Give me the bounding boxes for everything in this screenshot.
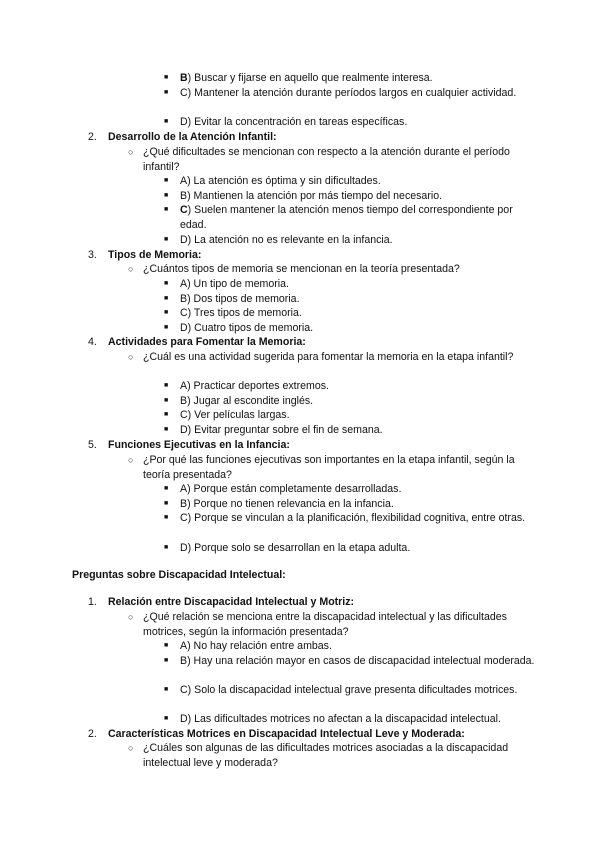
square-bullet-icon: ■ [164,544,169,551]
option-item [164,233,535,248]
option-item [164,321,535,336]
question-number: 2. [88,131,97,143]
option-item [164,482,535,497]
square-bullet-icon: ■ [164,280,169,287]
option-letter: C [180,204,188,216]
question-number: 1. [88,596,97,608]
option-item [164,174,535,189]
question-heading [88,438,528,453]
option-text: A) Un tipo de memoria. [180,278,289,290]
circle-bullet-icon: ○ [128,743,134,753]
option-item [164,71,535,86]
option-item [164,292,535,307]
option-item [164,408,535,423]
square-bullet-icon: ■ [164,686,169,693]
option-item [164,541,535,556]
option-text: C) Porque se vinculan a la planificación, flexibilidad cognitiva, entre otras. [180,512,526,524]
option-text: D) Las dificultades motrices no afectan a la discapacidad intelectual. [180,713,501,725]
square-bullet-icon: ■ [164,485,169,492]
question-body: ¿Qué dificultades se mencionan con respecto a la atención durante el período infantil? [143,146,510,173]
square-bullet-icon: ■ [164,411,169,418]
option-text: ) Buscar y fijarse en aquello que realmente interesa. [187,72,433,84]
circle-bullet-icon: ○ [128,147,134,157]
option-text: A) No hay relación entre ambas. [180,640,332,652]
question-body: ¿Qué relación se menciona entre la discapacidad intelectual y las dificultades motrices, según la información presentada? [143,611,507,638]
option-item [164,712,535,727]
question-body: ¿Cuántos tipos de memoria se mencionan en la teoría presentada? [143,263,460,275]
question-body: ¿Cuáles son algunas de las dificultades motrices asociadas a la discapacidad intelectual leve y moderada? [143,742,509,769]
square-bullet-icon: ■ [164,514,169,521]
option-text: ) Suelen mantener la atención menos tiempo del correspondiente por edad. [180,204,513,231]
question-text [128,610,528,639]
option-text: C) Tres tipos de memoria. [180,307,302,319]
question-text [128,453,528,482]
question-body: ¿Cuál es una actividad sugerida para fomentar la memoria en la etapa infantil? [143,351,514,363]
option-text: C) Mantener la atención durante períodos largos en cualquier actividad. [180,87,517,99]
circle-bullet-icon: ○ [128,352,134,362]
square-bullet-icon: ■ [164,657,169,664]
question-text [128,741,528,770]
question-title: Características Motrices en Discapacidad Intelectual Leve y Moderada: [108,728,465,740]
question-text [128,145,528,174]
square-bullet-icon: ■ [164,397,169,404]
question-title: Relación entre Discapacidad Intelectual y Motriz: [108,596,355,608]
option-text: B) Mantienen la atención por más tiempo del necesario. [180,190,443,202]
question-number: 4. [88,336,97,348]
option-text: A) Porque están completamente desarrolladas. [180,483,402,495]
option-text: A) La atención es óptima y sin dificultades. [180,175,381,187]
option-text: C) Solo la discapacidad intelectual grave presenta dificultades motrices. [180,684,518,696]
option-text: B) Jugar al escondite inglés. [180,395,314,407]
section-heading: Preguntas sobre Discapacidad Intelectual: [72,569,286,581]
square-bullet-icon: ■ [164,426,169,433]
option-item [164,639,535,654]
square-bullet-icon: ■ [164,324,169,331]
square-bullet-icon: ■ [164,206,169,213]
square-bullet-icon: ■ [164,177,169,184]
option-item [164,497,535,512]
option-item [164,654,535,669]
square-bullet-icon: ■ [164,309,169,316]
square-bullet-icon: ■ [164,642,169,649]
option-item [164,189,535,204]
option-item [164,511,535,526]
question-heading [88,595,528,610]
square-bullet-icon: ■ [164,89,169,96]
square-bullet-icon: ■ [164,236,169,243]
option-text: B) Dos tipos de memoria. [180,293,300,305]
option-item [164,203,535,232]
question-number: 3. [88,249,97,261]
option-text: C) Ver películas largas. [180,409,290,421]
square-bullet-icon: ■ [164,118,169,125]
question-body: ¿Por qué las funciones ejecutivas son importantes en la etapa infantil, según la teoría presentada? [143,454,515,481]
circle-bullet-icon: ○ [128,264,134,274]
question-text [128,350,528,365]
option-item [164,379,535,394]
option-item [164,277,535,292]
square-bullet-icon: ■ [164,295,169,302]
option-letter: B [180,72,188,84]
option-item [164,306,535,321]
option-text: D) Evitar la concentración en tareas específicas. [180,116,408,128]
option-text: A) Practicar deportes extremos. [180,380,329,392]
option-text: D) Evitar preguntar sobre el fin de semana. [180,424,383,436]
question-heading [88,727,528,742]
question-heading [88,130,528,145]
option-item [164,683,535,698]
option-item [164,423,535,438]
option-text: D) Cuatro tipos de memoria. [180,322,314,334]
option-text: D) La atención no es relevante en la infancia. [180,234,393,246]
option-text: D) Porque solo se desarrollan en la etapa adulta. [180,542,411,554]
question-text [128,262,528,277]
option-text: B) Hay una relación mayor en casos de discapacidad intelectual moderada. [180,655,535,667]
question-heading [88,248,528,263]
square-bullet-icon: ■ [164,382,169,389]
question-title: Desarrollo de la Atención Infantil: [108,131,277,143]
option-item [164,86,535,101]
square-bullet-icon: ■ [164,715,169,722]
square-bullet-icon: ■ [164,192,169,199]
question-number: 2. [88,728,97,740]
question-heading [88,335,528,350]
circle-bullet-icon: ○ [128,455,134,465]
option-item [164,115,535,130]
option-item [164,394,535,409]
square-bullet-icon: ■ [164,74,169,81]
question-number: 5. [88,439,97,451]
circle-bullet-icon: ○ [128,612,134,622]
option-text: B) Porque no tienen relevancia en la infancia. [180,498,394,510]
question-title: Funciones Ejecutivas en la Infancia: [108,439,290,451]
square-bullet-icon: ■ [164,500,169,507]
question-title: Tipos de Memoria: [108,249,202,261]
question-title: Actividades para Fomentar la Memoria: [108,336,306,348]
